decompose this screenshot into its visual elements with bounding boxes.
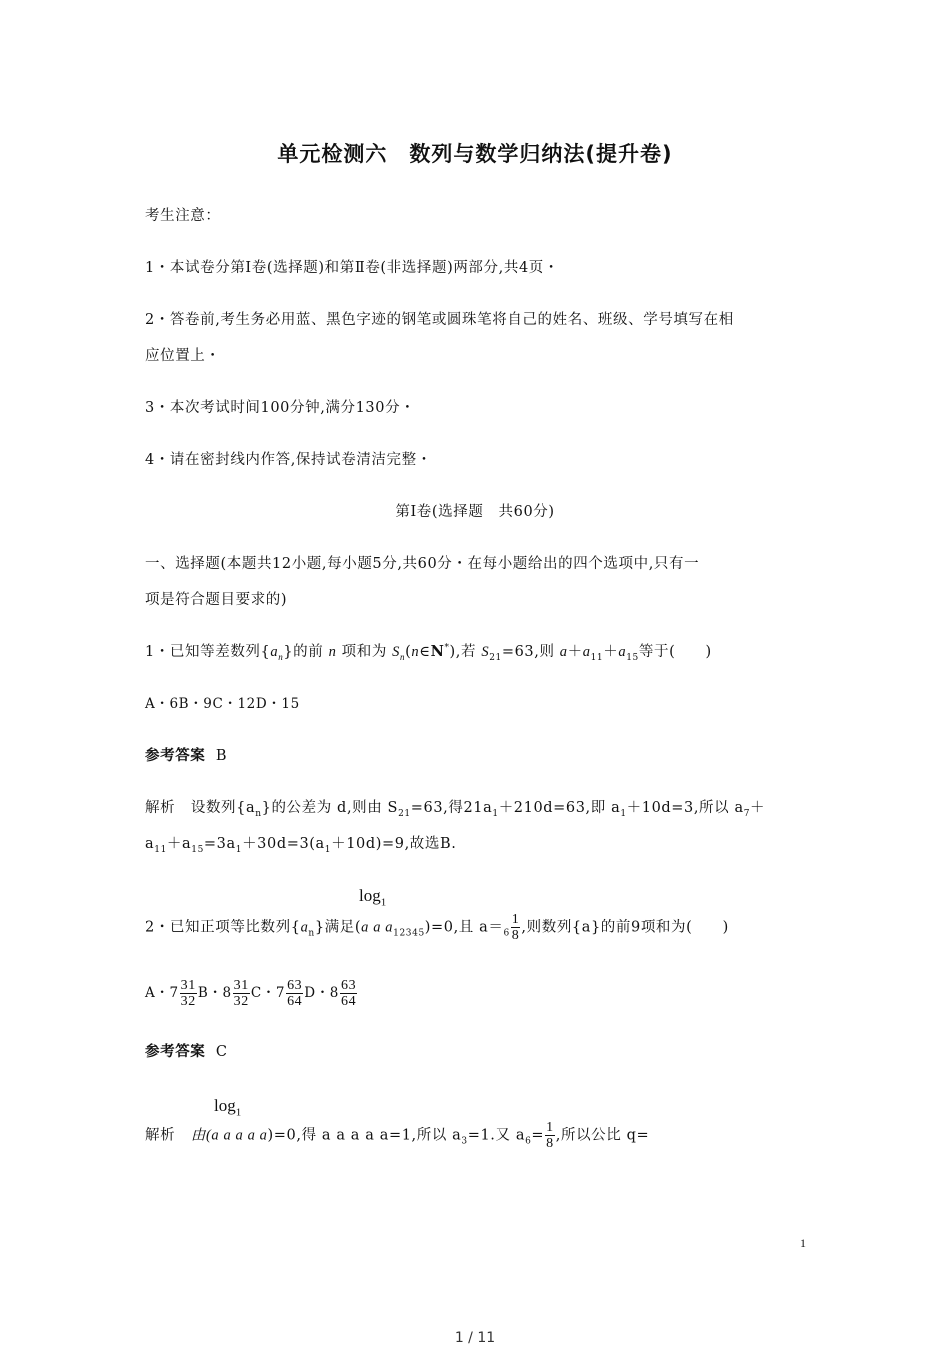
part-intro-2: 项是符合题目要求的) xyxy=(145,592,288,608)
q2-analysis-log-label: $\log_1$ xyxy=(214,1096,242,1119)
page-title: 单元检测六 数列与数学归纳法(提升卷) xyxy=(277,142,673,166)
question-2-analysis: 解析 由(a a a a a)=0,得 a a a a a=1,所以 $a_3=1$.又 $a_6=$ $\frac{1}{8}$ ,所以公比 q= xyxy=(145,1120,650,1151)
notice-3: 3・本次考试时间100分钟,满分130分・ xyxy=(145,400,416,416)
question-2-options: A・7 $\frac{31}{32}$ B・8 $\frac{31}{32}$ C・7 $\frac{63}{64}$ D・8 $\frac{63}{64}$ xyxy=(145,978,357,1009)
question-1: 1・已知等差数列$\{a_n\}$的前 n 项和为 $S_n(n\in N^*)$,若 $S_{21}=63$,则 $a+a_{11}+a_{15}$等于( ) xyxy=(145,643,712,663)
page-number: 1 xyxy=(800,1236,806,1250)
part-intro-1: 一、选择题(本题共12小题,每小题5分,共60分・在每小题给出的四个选项中,只有一 xyxy=(145,556,700,572)
section-heading: 第Ⅰ卷(选择题 共60分) xyxy=(395,504,555,520)
notice-heading: 考生注意： xyxy=(145,208,221,224)
question-2-answer: 参考答案 C xyxy=(145,1044,228,1060)
question-1-analysis-2: $a_{11}+a_{15}=3a_1+30d=3(a_1+10d)=9$,故选B. xyxy=(145,836,457,855)
q2-fraction: $\frac{1}{8}$ xyxy=(511,912,520,943)
notice-4: 4・请在密封线内作答,保持试卷清洁完整・ xyxy=(145,452,432,468)
pdf-page-indicator: 1 / 11 xyxy=(454,1330,496,1346)
q2-log-label: $\log_1$ xyxy=(359,886,387,909)
question-1-analysis-1: 解析 设数列$\{a_n\}$的公差为 d,则由 $S_{21}=63$,得$21a_1+210d=63$,即 $a_1+10d=3$,所以 $a_7+$ xyxy=(145,800,766,819)
question-2: 2・已知正项等比数列$\{a_n\}$满足(a a $a_{12345})=0$,且 $a=_6$ $\frac{1}{8}$ ,则数列{a}的前9项和为( ) xyxy=(145,912,729,943)
question-1-options: A・6B・9C・12D・15 xyxy=(145,696,300,712)
notice-1: 1・本试卷分第Ⅰ卷(选择题)和第Ⅱ卷(非选择题)两部分,共4页・ xyxy=(145,260,559,276)
q2-analysis-fraction: $\frac{1}{8}$ xyxy=(546,1120,554,1151)
question-1-answer: 参考答案 B xyxy=(145,748,228,764)
notice-2-cont: 应位置上・ xyxy=(145,348,221,364)
notice-2: 2・答卷前,考生务必用蓝、黑色字迹的钢笔或圆珠笔将自己的姓名、班级、学号填写在相 xyxy=(145,312,734,328)
